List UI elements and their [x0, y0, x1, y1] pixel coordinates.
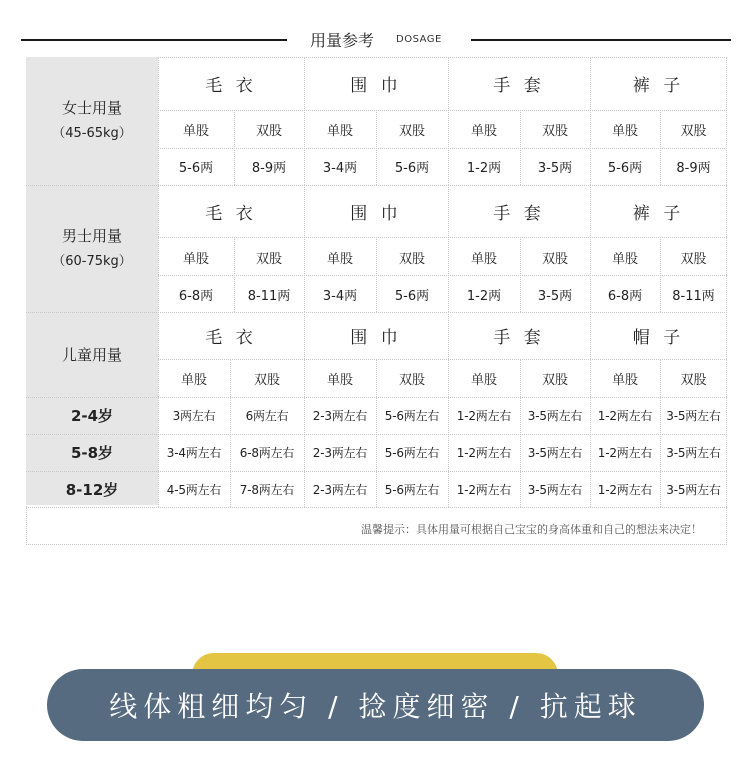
children-age-label: 5-8岁 — [70, 444, 114, 462]
children-amount-cell: 1-2两左右 — [597, 446, 653, 460]
men-amount-cell: 3-4两 — [322, 289, 358, 304]
children-amount-cell: 6两左右 — [245, 409, 289, 423]
children-amount-cell: 7-8两左右 — [239, 483, 295, 497]
women-strand-heading: 单股 — [182, 123, 209, 139]
children-strand-heading: 单股 — [470, 372, 497, 388]
children-strand-heading: 单股 — [180, 372, 207, 388]
children-garment-heading: 帽 子 — [632, 328, 685, 348]
men-strand-heading: 双股 — [541, 251, 568, 267]
men-garment-heading: 裤 子 — [632, 204, 685, 224]
children-strand-heading: 双股 — [680, 372, 707, 388]
men-amount-cell: 8-11两 — [247, 289, 291, 304]
men-amount-cell: 6-8两 — [607, 289, 643, 304]
children-amount-cell: 4-5两左右 — [166, 483, 222, 497]
children-garment-heading: 围 巾 — [350, 328, 402, 348]
men-strand-heading: 双股 — [255, 251, 282, 267]
women-weight-range: （45-65kg） — [52, 126, 132, 141]
men-amount-cell: 3-5两 — [537, 289, 573, 304]
men-group-label — [26, 185, 158, 313]
children-garment-heading: 毛 衣 — [205, 328, 257, 348]
children-strand-heading: 单股 — [611, 372, 638, 388]
women-strand-heading: 双股 — [680, 123, 707, 139]
men-garment-heading: 毛 衣 — [205, 204, 257, 224]
women-amount-cell: 3-4两 — [322, 161, 358, 176]
women-amount-cell: 8-9两 — [676, 161, 711, 176]
section-subtitle: DOSAGE — [396, 34, 442, 45]
children-amount-cell: 2-3两左右 — [312, 409, 368, 423]
women-strand-heading: 单股 — [326, 123, 353, 139]
men-label: 男士用量 — [61, 227, 122, 245]
men-strand-heading: 单股 — [611, 251, 638, 267]
men-amount-cell: 8-11两 — [672, 289, 715, 304]
women-amount-cell: 5-6两 — [394, 161, 430, 176]
women-amount-cell: 5-6两 — [178, 161, 214, 176]
women-garment-heading: 裤 子 — [632, 76, 685, 96]
women-strand-heading: 单股 — [470, 123, 497, 139]
children-amount-cell: 1-2两左右 — [597, 409, 653, 423]
children-amount-cell: 6-8两左右 — [239, 446, 295, 460]
tip-text: 温馨提示：具体用量可根据自己宝宝的身高体重和自己的想法来决定！ — [361, 523, 702, 536]
header-rule-left — [21, 39, 287, 41]
children-amount-cell: 3-5两左右 — [527, 409, 583, 423]
men-strand-heading: 单股 — [182, 251, 209, 267]
men-weight-range: （60-75kg） — [52, 254, 132, 269]
children-amount-cell: 5-6两左右 — [384, 446, 440, 460]
men-strand-heading: 双股 — [398, 251, 425, 267]
men-garment-heading: 手 套 — [493, 204, 545, 224]
children-amount-cell: 1-2两左右 — [456, 483, 512, 497]
children-strand-heading: 双股 — [253, 372, 280, 388]
men-strand-heading: 双股 — [680, 251, 707, 267]
children-amount-cell: 2-3两左右 — [312, 483, 368, 497]
men-strand-heading: 单股 — [326, 251, 353, 267]
women-amount-cell: 8-9两 — [251, 161, 287, 176]
women-garment-heading: 围 巾 — [350, 76, 402, 96]
women-strand-heading: 双股 — [398, 123, 425, 139]
women-group-label — [26, 57, 158, 185]
header-rule-right — [471, 39, 731, 41]
women-garment-heading: 毛 衣 — [205, 76, 257, 96]
feature-banner: 线体粗细均匀 / 捻度细密 / 抗起球 — [47, 669, 704, 741]
section-title: 用量参考 — [310, 31, 375, 50]
men-strand-heading: 单股 — [470, 251, 497, 267]
children-amount-cell: 3两左右 — [172, 409, 216, 423]
men-amount-cell: 1-2两 — [466, 289, 502, 304]
children-amount-cell: 3-5两左右 — [666, 446, 721, 460]
children-age-label: 2-4岁 — [70, 407, 114, 425]
men-amount-cell: 6-8两 — [178, 289, 214, 304]
children-amount-cell: 1-2两左右 — [456, 446, 512, 460]
children-amount-cell: 3-5两左右 — [527, 446, 583, 460]
children-amount-cell: 5-6两左右 — [384, 409, 440, 423]
children-age-label: 8-12岁 — [65, 481, 119, 499]
women-amount-cell: 5-6两 — [607, 161, 643, 176]
women-strand-heading: 单股 — [611, 123, 638, 139]
men-garment-heading: 围 巾 — [350, 204, 402, 224]
children-amount-cell: 3-5两左右 — [666, 409, 721, 423]
children-strand-heading: 双股 — [398, 372, 425, 388]
children-amount-cell: 3-5两左右 — [527, 483, 583, 497]
women-amount-cell: 3-5两 — [537, 161, 573, 176]
women-strand-heading: 双股 — [541, 123, 568, 139]
children-amount-cell: 3-4两左右 — [166, 446, 222, 460]
children-garment-heading: 手 套 — [493, 328, 545, 348]
children-strand-heading: 单股 — [326, 372, 353, 388]
women-garment-heading: 手 套 — [493, 76, 545, 96]
children-strand-heading: 双股 — [541, 372, 568, 388]
children-amount-cell: 3-5两左右 — [666, 483, 721, 497]
children-amount-cell: 1-2两左右 — [456, 409, 512, 423]
children-amount-cell: 5-6两左右 — [384, 483, 440, 497]
children-amount-cell: 1-2两左右 — [597, 483, 653, 497]
women-label: 女士用量 — [61, 99, 122, 117]
children-group-label: 儿童用量 — [61, 345, 122, 364]
men-amount-cell: 5-6两 — [394, 289, 430, 304]
women-amount-cell: 1-2两 — [466, 161, 502, 176]
women-strand-heading: 双股 — [255, 123, 282, 139]
children-amount-cell: 2-3两左右 — [312, 446, 368, 460]
